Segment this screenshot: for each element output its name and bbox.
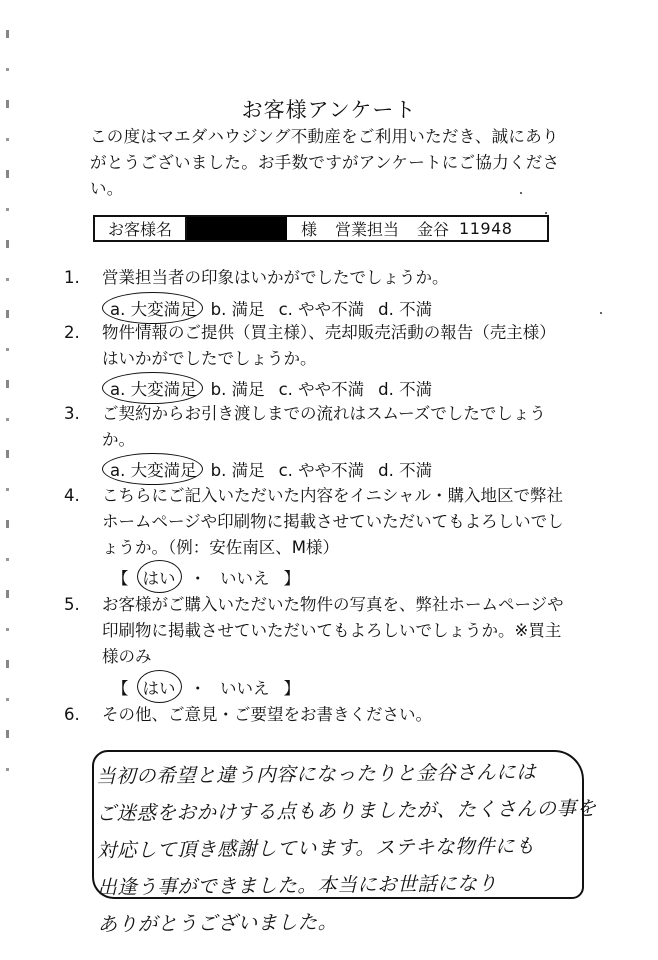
option-b[interactable]: b. 満足 [210, 380, 265, 399]
question-2: 2. 物件情報のご提供（買主様）、売却販売活動の報告（売主様）はいかがでしたでしょうか。 [64, 323, 556, 368]
scan-speck [600, 312, 602, 314]
customer-info-box [93, 215, 549, 242]
option-d[interactable]: d. 不満 [378, 461, 433, 480]
handwritten-comment [96, 753, 598, 943]
option-b[interactable]: b. 満足 [210, 300, 265, 319]
comment-line: 対応して頂き感謝しています。ステキな物件にも [96, 834, 536, 862]
comment-line: ありがとうございました。 [97, 910, 338, 936]
option-b[interactable]: b. 満足 [210, 461, 265, 480]
question-4: 4. こちらにご記入いただいた内容をイニシャル・購入地区で弊社ホームページや印刷物に掲載させていただいてもよろしいでしょうか。（例：安佐南区、M様） [64, 486, 564, 557]
selected-circle [102, 453, 203, 485]
option-a[interactable]: a. 大変満足 [110, 376, 197, 400]
question-1: 1. 営業担当者の印象はいかがでしたでしょうか。 [64, 268, 449, 287]
question-4-options: 【 はい ・ いいえ 】 [112, 565, 300, 589]
customer-name-redaction [187, 217, 287, 240]
option-a[interactable]: a. 大変満足 [110, 296, 197, 320]
option-d[interactable]: d. 不満 [378, 380, 433, 399]
scan-edge-marks [6, 30, 9, 790]
customer-name-label: お客様名 [95, 217, 187, 240]
yes-option[interactable]: はい [143, 675, 176, 699]
comment-line: 当初の希望と違う内容になったりと金谷さんには [96, 760, 537, 788]
question-5: 5. お客様がご購入いただいた物件の写真を、弊社ホームページや印刷物に掲載させていただいてもよろしいでしょうか。※買主様のみ [64, 595, 564, 666]
selected-circle [102, 372, 203, 404]
sales-rep-name: 金谷 [417, 220, 450, 239]
survey-number: 11948 [459, 219, 513, 238]
honorific-suffix: 様 [301, 220, 318, 239]
option-c[interactable]: c. やや不満 [278, 461, 365, 480]
no-option[interactable]: いいえ [220, 679, 270, 698]
question-5-options: 【 はい ・ いいえ 】 [112, 675, 300, 699]
no-option[interactable]: いいえ [220, 569, 270, 588]
question-1-options [110, 296, 432, 320]
option-c[interactable]: c. やや不満 [278, 380, 365, 399]
sales-rep-label: 営業担当 [335, 220, 400, 239]
yes-option[interactable]: はい [143, 565, 176, 589]
comment-line: 出逢う事ができました。本当にお世話になり [97, 871, 498, 899]
survey-intro: この度はマエダハウジング不動産をご利用いただき、誠にありがとうございました。お手数ですがアンケートにご協力ください。 [90, 127, 560, 198]
question-6: 6. その他、ご意見・ご要望をお書きください。 [64, 705, 432, 724]
selected-circle [137, 560, 182, 593]
survey-title: お客様アンケート [241, 98, 417, 122]
question-3-options [110, 457, 432, 481]
scan-speck [545, 212, 547, 214]
comment-line: ご迷惑をおかけする点もありましたが、たくさんの事を [96, 796, 597, 825]
option-a[interactable]: a. 大変満足 [110, 457, 197, 481]
question-2-options [110, 376, 432, 400]
option-d[interactable]: d. 不満 [378, 300, 433, 319]
question-3: 3. ご契約からお引き渡しまでの流れはスムーズでしたでしょうか。 [64, 404, 546, 449]
option-c[interactable]: c. やや不満 [278, 300, 365, 319]
selected-circle [137, 670, 182, 703]
